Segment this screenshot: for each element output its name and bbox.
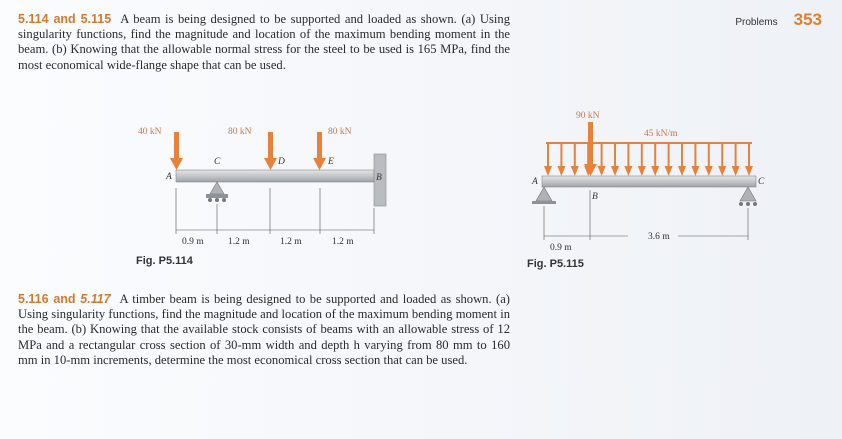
load-label-80kn-e: 80 kN (328, 127, 352, 137)
udl-arrow (665, 144, 673, 176)
load-label-40kn: 40 kN (138, 127, 162, 137)
point-a: A (166, 172, 172, 182)
udl-arrow (598, 144, 606, 176)
dimension-0-9m: 0.9 m (550, 243, 572, 253)
problem-statement: A beam is being designed to be supported and loaded as shown. (a) Using singularity functions, find the magnitude and location of the maximum bending moment in the beam. (b) Knowing that the allowable normal stress for the steel to be used is 165 MPa, find the most economical wide-flange shape that can be used. (18, 12, 510, 72)
dimension-1-2m-c: 1.2 m (332, 237, 354, 247)
dimension-1-2m-a: 1.2 m (228, 237, 250, 247)
udl-arrow (705, 144, 713, 176)
load-label-90kn: 90 kN (576, 111, 600, 121)
udl-arrow (544, 144, 552, 176)
udl-arrow (718, 144, 726, 176)
point-b: B (592, 192, 598, 202)
distributed-load (546, 142, 752, 144)
problem-5-114 (18, 12, 510, 73)
udl-arrow (557, 144, 565, 176)
udl-arrow (624, 144, 632, 176)
dimension-lines (176, 188, 374, 234)
figure-p5-115 (528, 104, 778, 254)
dimension-1-2m-b: 1.2 m (280, 237, 302, 247)
beam (176, 170, 374, 182)
point-d: D (278, 157, 285, 167)
figure-caption-p5-114: Fig. P5.114 (136, 255, 193, 267)
roller-support-c (739, 187, 757, 206)
udl-arrow (651, 144, 659, 176)
udl-arrow (571, 144, 579, 176)
load-arrow-80kn-e (313, 132, 326, 170)
udl-arrow (745, 144, 753, 176)
problem-5-116 (18, 292, 510, 368)
header-label: Problems (735, 17, 778, 28)
dimension-3-6m: 3.6 m (648, 232, 670, 242)
figure-p5-114 (120, 118, 420, 252)
page-header (735, 10, 822, 30)
problem-statement: A timber beam is being designed to be supported and loaded as shown. (a) Using singularity functions, find the magnitude and location of the maximum bending moment in the beam. (b) Knowing that the available stock consists of beams with an allowable stress of 12 MPa and a rectangular cross section of 30-mm width and depth h varying from 80 mm to 160 mm in 10-mm increments, determine the most economical cross section that can be used. (18, 292, 511, 367)
load-arrow-80kn-d (264, 132, 277, 170)
pin-support-c (206, 182, 228, 202)
figure-caption-p5-115: Fig. P5.115 (527, 258, 584, 270)
udl-arrow (678, 144, 686, 176)
point-a: A (532, 177, 538, 187)
dimension-0-9m: 0.9 m (182, 237, 204, 247)
distributed-load-arrows (544, 144, 753, 176)
udl-arrow (691, 144, 699, 176)
point-e: E (328, 157, 334, 167)
dimension-lines (544, 190, 748, 240)
load-label-45kn-m: 45 kN/m (644, 129, 678, 139)
pin-support-a (532, 187, 556, 204)
problem-number: 5.114 and 5.115 (18, 12, 112, 26)
load-arrow-40kn (170, 132, 183, 170)
udl-arrow (732, 144, 740, 176)
point-c: C (758, 177, 765, 187)
point-c: C (214, 157, 221, 167)
beam (542, 176, 756, 187)
udl-arrow (638, 144, 646, 176)
load-label-80kn-d: 80 kN (228, 127, 252, 137)
udl-arrow (611, 144, 619, 176)
page-number: 353 (793, 10, 822, 29)
point-b: B (376, 173, 382, 183)
problem-number: 5.116 and 5.117 (18, 292, 111, 306)
